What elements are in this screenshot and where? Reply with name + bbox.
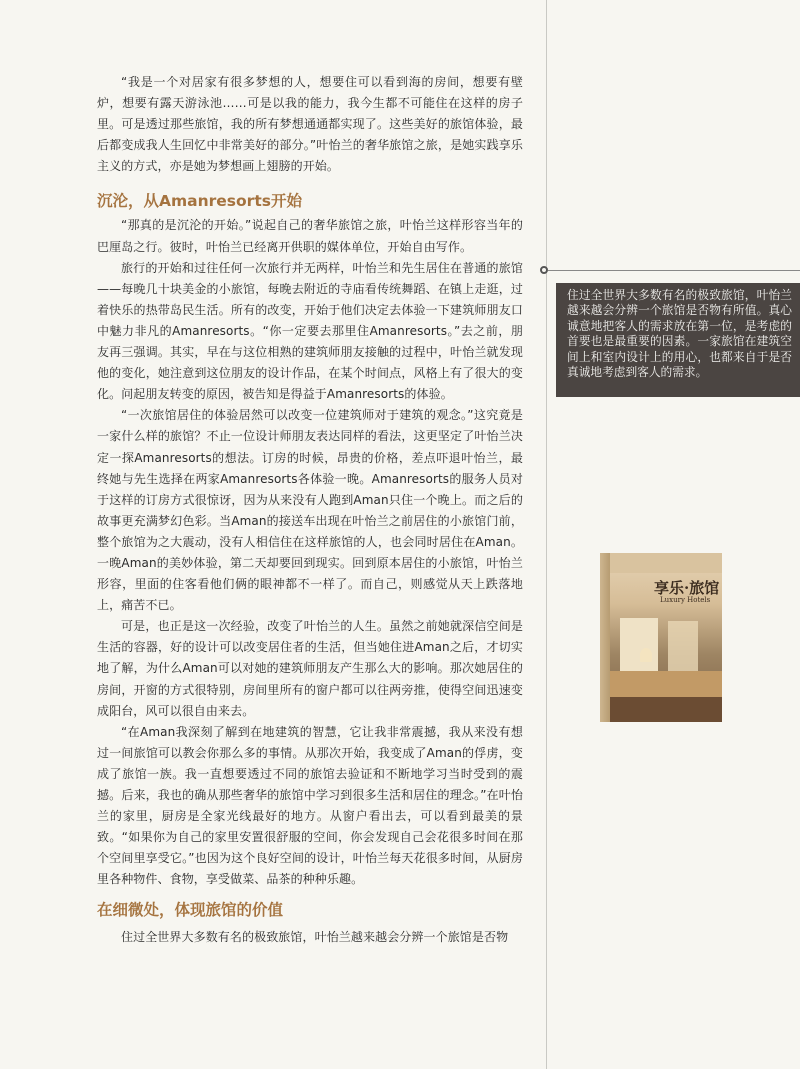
section-heading: 在细微处，体现旅馆的价值 [97, 901, 284, 920]
book-photo-floor [610, 697, 722, 722]
article-paragraph: “一次旅馆居住的体验居然可以改变一位建筑师对于建筑的观念。”这究竟是一家什么样的旅馆？不止一位设计师朋友表达同样的看法，这更坚定了叶怡兰决定一探Amanresorts的想法。订房的时候，昂贵的价格，差点吓退叶怡兰，最终她与先生选择在两家Amanresorts各体验一晚。Amanresorts的服务人员对于这样的订房方式很惊讶，因为从来没有人跑到Aman只住一个晚上。而之后的故事更充满梦幻色彩。当Aman的接送车出现在叶怡兰之前居住的小旅馆门前，整个旅馆为之大震动，没有人相信住在这样旅馆的人，也会同时居住在Aman。一晚Aman的美妙体验，第二天却要回到现实。回到原本居住的小旅馆，叶怡兰形容，里面的住客看他们俩的眼神都不一样了。而自己，则感觉从天上跌落地上，痛苦不已。 [97, 408, 523, 613]
book-photo-lamp [640, 648, 652, 662]
article-paragraph: 住过全世界大多数有名的极致旅馆，叶怡兰越来越会分辨一个旅馆是否物 [121, 930, 509, 945]
article-body [97, 72, 523, 949]
pull-quote-connector [548, 270, 800, 271]
book-subtitle: Luxury Hotels [660, 596, 711, 604]
book-spine [600, 553, 610, 722]
pull-quote-text: 住过全世界大多数有名的极致旅馆，叶怡兰越来越会分辨一个旅馆是否物有所值。真心诚意地把客人的需求放在第一位，是考虑的首要也是最重要的因素。一家旅馆在建筑空间上和室内设计上的用心，也都来自于是否真诚地考虑到客人的需求。 [567, 288, 792, 380]
book-photo-sofa [610, 671, 722, 697]
article-paragraph: “在Aman我深刻了解到在地建筑的智慧，它让我非常震撼，我从来没有想过一间旅馆可以教会你那么多的事情。从那次开始，我变成了Aman的俘虏，变成了旅馆一族。我一直想要透过不同的旅馆去验证和不断地学习当时受到的震撼。后来，我也的确从那些奢华的旅馆中学习到很多生活和居住的理念。”在叶怡兰的家里，厨房是全家光线最好的地方。从窗户看出去，可以看到最美的景致。“如果你为自己的家里安置很舒服的空间，你会发现自己会花很多时间在那个空间里享受它。”也因为这个良好空间的设计，叶怡兰每天花很多时间，从厨房里各种物件、食物，享受做菜、品茶的种种乐趣。 [97, 724, 523, 887]
book-top-band [610, 553, 722, 573]
connector-node-icon [540, 266, 548, 274]
book-title: 享乐·旅馆 [654, 579, 720, 597]
article-paragraph: “我是一个对居家有很多梦想的人，想要住可以看到海的房间，想要有壁炉，想要有露天游泳池……可是以我的能力，我今生都不可能住在这样的房子里。可是透过那些旅馆，我的所有梦想通通都实现了。这些美好的旅馆体验，最后都变成我人生回忆中非常美好的部分。”叶怡兰的奢华旅馆之旅，是她实践享乐主义的方式，亦是她为梦想画上翅膀的开始。 [97, 75, 523, 174]
book-cover-image [600, 553, 722, 722]
article-paragraph: 旅行的开始和过往任何一次旅行并无两样，叶怡兰和先生居住在普通的旅馆——每晚几十块美金的小旅馆，每晚去附近的寺庙看传统舞蹈、在镇上走逛，过着快乐的热带岛民生活。所有的改变，开始于他们决定去体验一下建筑师朋友口中魅力非凡的Amanresorts。“你一定要去那里住Amanresorts。”去之前，朋友再三强调。其实，早在与这位相熟的建筑师朋友接触的过程中，叶怡兰就发现他的变化，她注意到这位朋友的设计作品，在某个时间点，风格上有了很大的变化。问起朋友转变的原因，被告知是得益于Amanresorts的体验。 [97, 260, 523, 402]
article-paragraph: 可是，也正是这一次经验，改变了叶怡兰的人生。虽然之前她就深信空间是生活的容器，好的设计可以改变居住者的生活，但当她住进Aman之后，才切实地了解，为什么Aman可以对她的建筑师朋友产生那么大的影响。那次她居住的房间，开窗的方式很特别，房间里所有的窗户都可以往两旁推，使得空间迅速变成阳台，风可以很自由来去。 [97, 619, 523, 718]
book-photo-window [620, 618, 658, 678]
book-photo-curtain [668, 621, 698, 671]
pull-quote-box [556, 283, 800, 397]
column-divider [546, 0, 547, 1069]
section-heading: 沉沦，从Amanresorts开始 [97, 192, 302, 211]
article-paragraph: “那真的是沉沦的开始。”说起自己的奢华旅馆之旅，叶怡兰这样形容当年的巴厘岛之行。彼时，叶怡兰已经离开供职的媒体单位，开始自由写作。 [97, 218, 523, 254]
book-front [610, 553, 722, 722]
